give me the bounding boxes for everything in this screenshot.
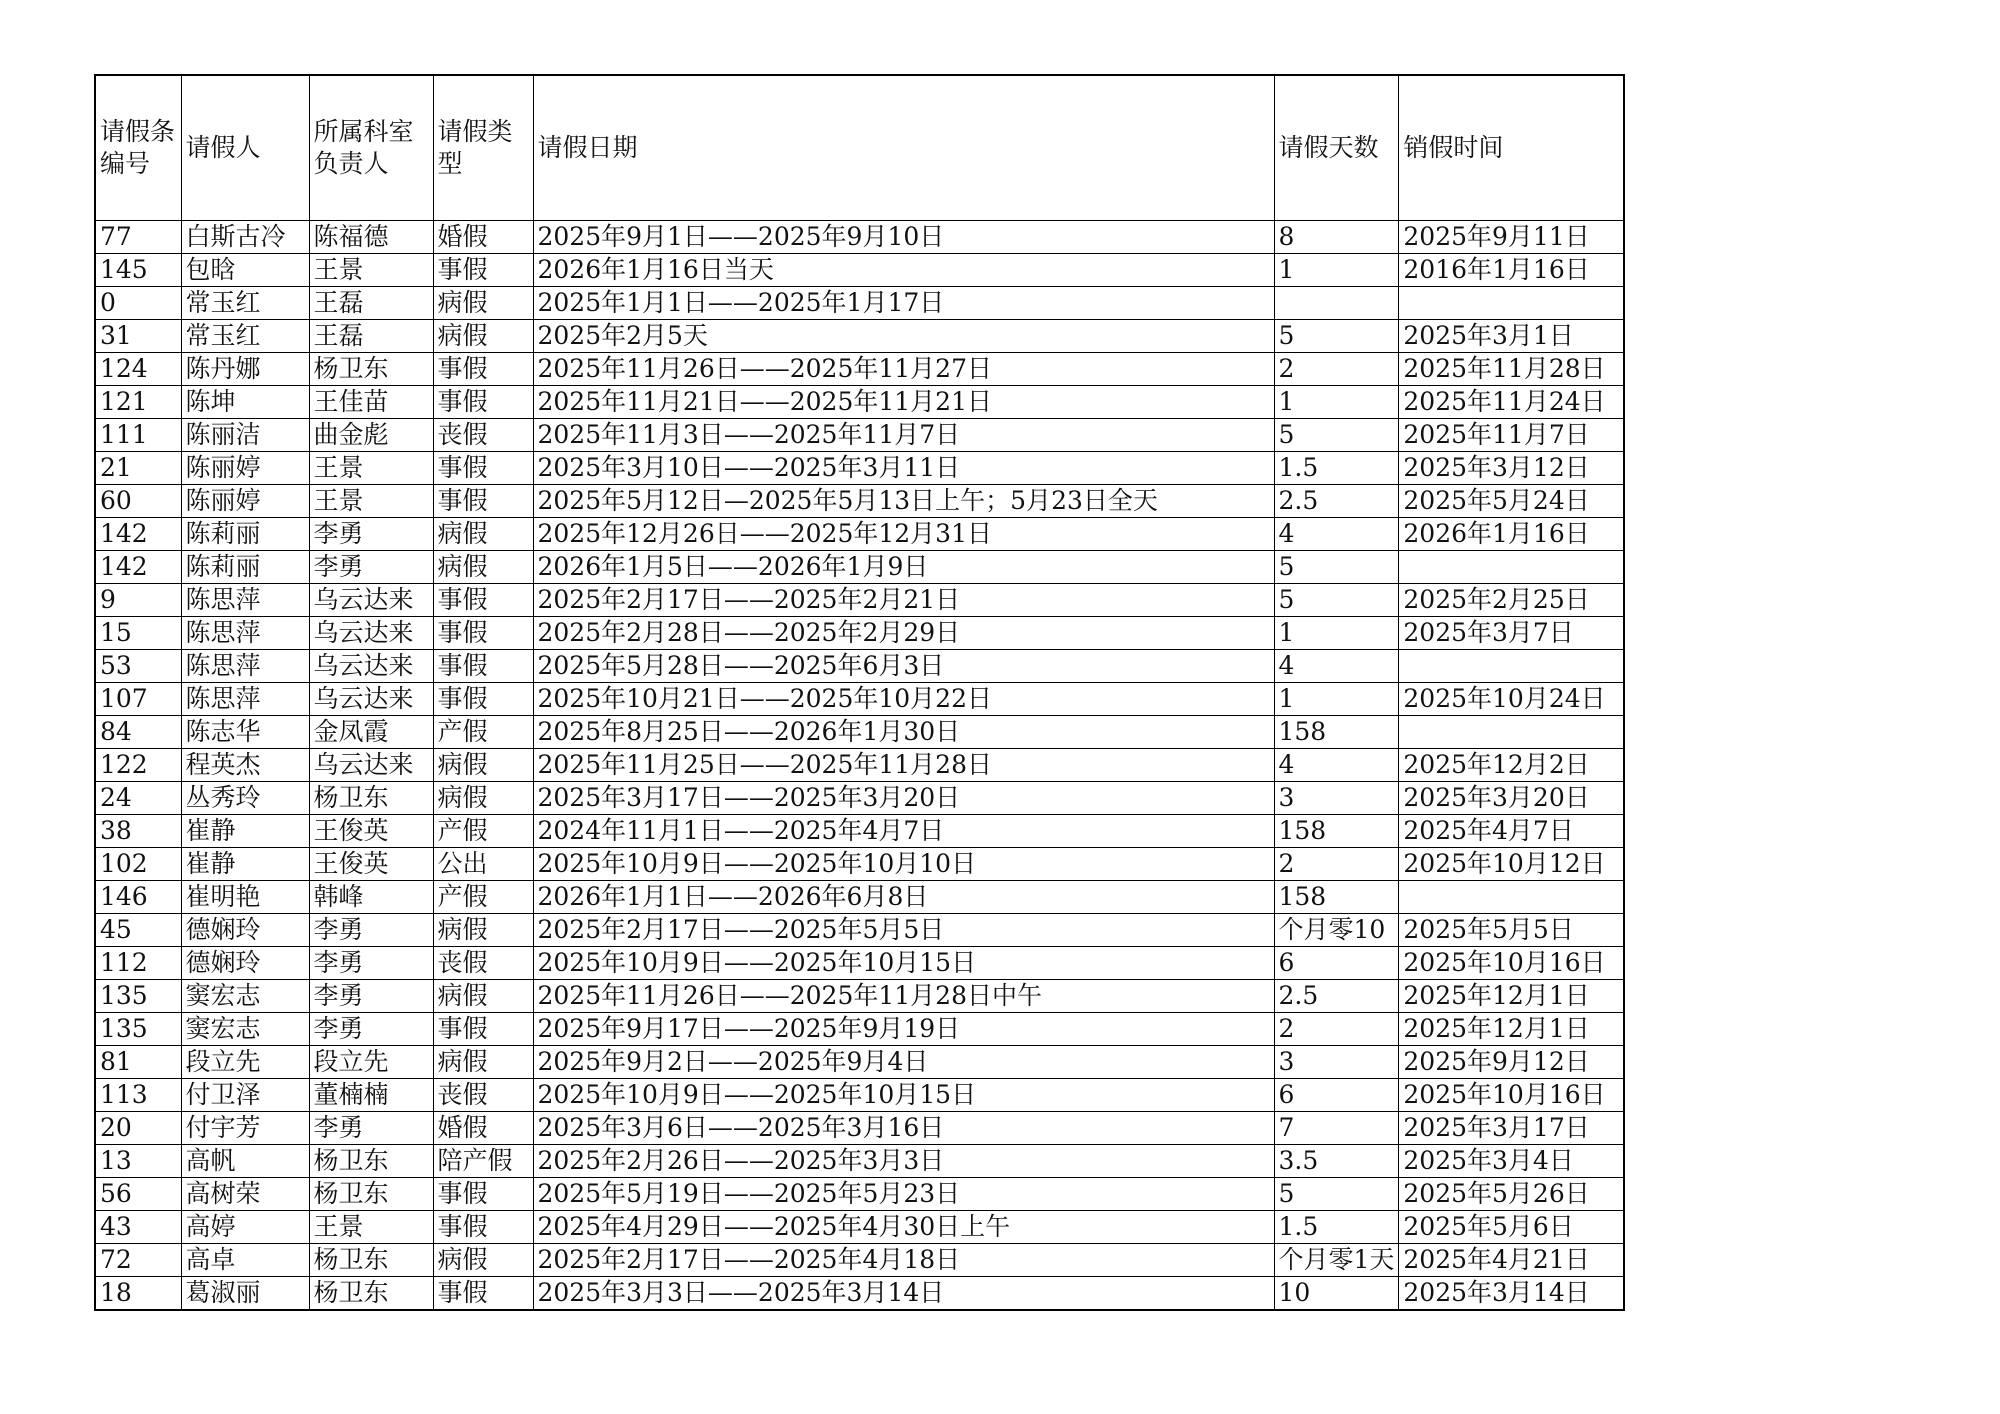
- cell-return-time: [1399, 287, 1624, 320]
- table-row: [95, 782, 1624, 815]
- cell-supervisor: 杨卫东: [309, 1178, 433, 1211]
- cell-supervisor: 王景: [309, 1211, 433, 1244]
- cell-leave-dates: 2025年5月12日—2025年5月13日上午；5月23日全天: [533, 485, 1274, 518]
- table-row: [95, 1277, 1624, 1311]
- cell-leave-id: 113: [95, 1079, 181, 1112]
- cell-applicant: 付卫泽: [181, 1079, 309, 1112]
- table-row: [95, 980, 1624, 1013]
- cell-supervisor: 杨卫东: [309, 782, 433, 815]
- cell-leave-days: 3: [1274, 1046, 1399, 1079]
- cell-supervisor: 杨卫东: [309, 1277, 433, 1311]
- cell-leave-days: 3.5: [1274, 1145, 1399, 1178]
- cell-leave-dates: 2026年1月1日——2026年6月8日: [533, 881, 1274, 914]
- cell-return-time: 2025年12月1日: [1399, 980, 1624, 1013]
- cell-return-time: 2025年10月16日: [1399, 947, 1624, 980]
- cell-leave-days: 个月零10: [1274, 914, 1399, 947]
- cell-leave-days: 5: [1274, 584, 1399, 617]
- cell-leave-dates: 2026年1月16日当天: [533, 254, 1274, 287]
- cell-leave-id: 135: [95, 1013, 181, 1046]
- table-row: [95, 815, 1624, 848]
- cell-leave-days: 1: [1274, 386, 1399, 419]
- cell-supervisor: 乌云达来: [309, 650, 433, 683]
- cell-return-time: [1399, 716, 1624, 749]
- cell-leave-days: 个月零1天: [1274, 1244, 1399, 1277]
- cell-leave-id: 18: [95, 1277, 181, 1311]
- cell-applicant: 高树荣: [181, 1178, 309, 1211]
- cell-applicant: 陈莉丽: [181, 518, 309, 551]
- cell-leave-days: 4: [1274, 650, 1399, 683]
- cell-leave-type: 病假: [433, 287, 533, 320]
- cell-leave-dates: 2025年5月28日——2025年6月3日: [533, 650, 1274, 683]
- cell-applicant: 白斯古冷: [181, 221, 309, 254]
- cell-return-time: 2025年10月16日: [1399, 1079, 1624, 1112]
- cell-leave-dates: 2025年1月1日——2025年1月17日: [533, 287, 1274, 320]
- cell-return-time: [1399, 551, 1624, 584]
- cell-leave-days: 3: [1274, 782, 1399, 815]
- cell-supervisor: 李勇: [309, 1112, 433, 1145]
- cell-leave-days: 6: [1274, 947, 1399, 980]
- cell-supervisor: 董楠楠: [309, 1079, 433, 1112]
- cell-leave-id: 135: [95, 980, 181, 1013]
- cell-return-time: 2025年10月24日: [1399, 683, 1624, 716]
- cell-leave-id: 72: [95, 1244, 181, 1277]
- cell-leave-type: 事假: [433, 1211, 533, 1244]
- cell-applicant: 包晗: [181, 254, 309, 287]
- cell-leave-days: 5: [1274, 320, 1399, 353]
- cell-leave-type: 事假: [433, 1013, 533, 1046]
- cell-leave-type: 事假: [433, 617, 533, 650]
- cell-supervisor: 王磊: [309, 287, 433, 320]
- cell-leave-dates: 2025年11月26日——2025年11月28日中午: [533, 980, 1274, 1013]
- table-row: [95, 1013, 1624, 1046]
- header-applicant: 请假人: [181, 75, 309, 221]
- cell-leave-days: 4: [1274, 518, 1399, 551]
- cell-leave-days: 158: [1274, 815, 1399, 848]
- cell-leave-id: 60: [95, 485, 181, 518]
- table-row: [95, 683, 1624, 716]
- cell-supervisor: 段立先: [309, 1046, 433, 1079]
- cell-return-time: 2025年2月25日: [1399, 584, 1624, 617]
- cell-applicant: 陈莉丽: [181, 551, 309, 584]
- cell-supervisor: 王磊: [309, 320, 433, 353]
- cell-leave-type: 病假: [433, 320, 533, 353]
- cell-return-time: 2025年9月11日: [1399, 221, 1624, 254]
- cell-applicant: 付宇芳: [181, 1112, 309, 1145]
- cell-leave-days: 2.5: [1274, 485, 1399, 518]
- cell-leave-dates: 2025年10月9日——2025年10月15日: [533, 1079, 1274, 1112]
- cell-leave-type: 公出: [433, 848, 533, 881]
- cell-leave-type: 病假: [433, 782, 533, 815]
- cell-supervisor: 韩峰: [309, 881, 433, 914]
- table-row: [95, 1046, 1624, 1079]
- cell-applicant: 窦宏志: [181, 1013, 309, 1046]
- cell-leave-type: 病假: [433, 749, 533, 782]
- cell-leave-days: [1274, 287, 1399, 320]
- cell-leave-type: 病假: [433, 518, 533, 551]
- table-body: [95, 221, 1624, 1311]
- cell-supervisor: 杨卫东: [309, 1145, 433, 1178]
- cell-supervisor: 王佳苗: [309, 386, 433, 419]
- table-row: [95, 1079, 1624, 1112]
- cell-supervisor: 陈福德: [309, 221, 433, 254]
- header-leave-id: 请假条编号: [95, 75, 181, 221]
- cell-leave-days: 5: [1274, 1178, 1399, 1211]
- cell-leave-days: 4: [1274, 749, 1399, 782]
- cell-leave-id: 111: [95, 419, 181, 452]
- cell-leave-days: 5: [1274, 551, 1399, 584]
- table-row: [95, 386, 1624, 419]
- cell-leave-id: 112: [95, 947, 181, 980]
- cell-supervisor: 杨卫东: [309, 353, 433, 386]
- cell-applicant: 陈思萍: [181, 650, 309, 683]
- cell-supervisor: 李勇: [309, 947, 433, 980]
- cell-leave-type: 婚假: [433, 1112, 533, 1145]
- cell-leave-dates: 2025年3月17日——2025年3月20日: [533, 782, 1274, 815]
- cell-leave-dates: 2025年8月25日——2026年1月30日: [533, 716, 1274, 749]
- cell-leave-id: 142: [95, 518, 181, 551]
- cell-return-time: 2025年12月1日: [1399, 1013, 1624, 1046]
- table-row: [95, 1244, 1624, 1277]
- cell-leave-id: 15: [95, 617, 181, 650]
- table-row: [95, 947, 1624, 980]
- cell-leave-days: 158: [1274, 881, 1399, 914]
- table-row: [95, 716, 1624, 749]
- cell-applicant: 德娴玲: [181, 947, 309, 980]
- cell-applicant: 陈丽洁: [181, 419, 309, 452]
- cell-return-time: 2025年5月6日: [1399, 1211, 1624, 1244]
- cell-leave-id: 145: [95, 254, 181, 287]
- cell-leave-id: 53: [95, 650, 181, 683]
- header-return-time: 销假时间: [1399, 75, 1624, 221]
- cell-leave-id: 122: [95, 749, 181, 782]
- cell-leave-days: 7: [1274, 1112, 1399, 1145]
- table-row: [95, 848, 1624, 881]
- cell-leave-dates: 2025年9月1日——2025年9月10日: [533, 221, 1274, 254]
- cell-leave-days: 1.5: [1274, 452, 1399, 485]
- cell-return-time: [1399, 650, 1624, 683]
- cell-leave-type: 事假: [433, 452, 533, 485]
- cell-applicant: 德娴玲: [181, 914, 309, 947]
- cell-leave-id: 9: [95, 584, 181, 617]
- cell-leave-id: 81: [95, 1046, 181, 1079]
- cell-return-time: 2025年3月7日: [1399, 617, 1624, 650]
- table-row: [95, 1112, 1624, 1145]
- cell-leave-type: 事假: [433, 683, 533, 716]
- cell-leave-id: 13: [95, 1145, 181, 1178]
- header-supervisor: 所属科室负责人: [309, 75, 433, 221]
- cell-leave-type: 事假: [433, 254, 533, 287]
- table-row: [95, 749, 1624, 782]
- cell-leave-id: 146: [95, 881, 181, 914]
- cell-leave-dates: 2025年3月3日——2025年3月14日: [533, 1277, 1274, 1311]
- cell-leave-days: 2.5: [1274, 980, 1399, 1013]
- cell-return-time: 2026年1月16日: [1399, 518, 1624, 551]
- cell-applicant: 陈丽婷: [181, 452, 309, 485]
- cell-leave-days: 158: [1274, 716, 1399, 749]
- cell-leave-id: 31: [95, 320, 181, 353]
- cell-leave-id: 56: [95, 1178, 181, 1211]
- cell-leave-id: 102: [95, 848, 181, 881]
- cell-leave-type: 病假: [433, 551, 533, 584]
- table-row: [95, 419, 1624, 452]
- table-row: [95, 287, 1624, 320]
- cell-leave-dates: 2025年9月17日——2025年9月19日: [533, 1013, 1274, 1046]
- cell-leave-dates: 2025年9月2日——2025年9月4日: [533, 1046, 1274, 1079]
- cell-return-time: 2016年1月16日: [1399, 254, 1624, 287]
- table-row: [95, 1178, 1624, 1211]
- table-row: [95, 584, 1624, 617]
- cell-supervisor: 王景: [309, 452, 433, 485]
- cell-supervisor: 王俊英: [309, 815, 433, 848]
- cell-leave-dates: 2025年2月17日——2025年2月21日: [533, 584, 1274, 617]
- header-leave-dates: 请假日期: [533, 75, 1274, 221]
- cell-applicant: 崔静: [181, 848, 309, 881]
- cell-leave-type: 婚假: [433, 221, 533, 254]
- cell-leave-id: 43: [95, 1211, 181, 1244]
- cell-applicant: 高卓: [181, 1244, 309, 1277]
- cell-supervisor: 乌云达来: [309, 749, 433, 782]
- cell-leave-dates: 2025年2月5天: [533, 320, 1274, 353]
- cell-leave-id: 77: [95, 221, 181, 254]
- table-row: [95, 1145, 1624, 1178]
- table-row: [95, 518, 1624, 551]
- cell-leave-type: 事假: [433, 386, 533, 419]
- cell-leave-dates: 2025年10月9日——2025年10月15日: [533, 947, 1274, 980]
- cell-leave-dates: 2025年2月28日——2025年2月29日: [533, 617, 1274, 650]
- cell-leave-type: 事假: [433, 584, 533, 617]
- cell-applicant: 常玉红: [181, 287, 309, 320]
- cell-applicant: 崔明艳: [181, 881, 309, 914]
- table-row: [95, 650, 1624, 683]
- cell-applicant: 高帆: [181, 1145, 309, 1178]
- cell-return-time: 2025年3月12日: [1399, 452, 1624, 485]
- table-row: [95, 617, 1624, 650]
- cell-applicant: 常玉红: [181, 320, 309, 353]
- cell-leave-type: 事假: [433, 1178, 533, 1211]
- table-row: [95, 551, 1624, 584]
- cell-supervisor: 李勇: [309, 914, 433, 947]
- cell-leave-days: 5: [1274, 419, 1399, 452]
- cell-leave-dates: 2024年11月1日——2025年4月7日: [533, 815, 1274, 848]
- leave-records-table: [94, 74, 1625, 1311]
- cell-return-time: 2025年11月28日: [1399, 353, 1624, 386]
- cell-leave-dates: 2025年5月19日——2025年5月23日: [533, 1178, 1274, 1211]
- cell-leave-type: 丧假: [433, 947, 533, 980]
- cell-leave-days: 10: [1274, 1277, 1399, 1311]
- table-row: [95, 914, 1624, 947]
- cell-leave-days: 1.5: [1274, 1211, 1399, 1244]
- cell-leave-id: 107: [95, 683, 181, 716]
- cell-leave-days: 1: [1274, 617, 1399, 650]
- cell-applicant: 陈思萍: [181, 617, 309, 650]
- cell-leave-id: 142: [95, 551, 181, 584]
- table-row: [95, 1211, 1624, 1244]
- cell-supervisor: 王俊英: [309, 848, 433, 881]
- cell-supervisor: 王景: [309, 254, 433, 287]
- cell-applicant: 窦宏志: [181, 980, 309, 1013]
- cell-leave-type: 病假: [433, 1046, 533, 1079]
- cell-applicant: 程英杰: [181, 749, 309, 782]
- cell-applicant: 葛淑丽: [181, 1277, 309, 1311]
- cell-supervisor: 乌云达来: [309, 617, 433, 650]
- cell-leave-type: 丧假: [433, 1079, 533, 1112]
- cell-supervisor: 乌云达来: [309, 584, 433, 617]
- cell-leave-type: 产假: [433, 815, 533, 848]
- cell-leave-dates: 2025年11月26日——2025年11月27日: [533, 353, 1274, 386]
- cell-leave-dates: 2025年2月26日——2025年3月3日: [533, 1145, 1274, 1178]
- cell-leave-id: 84: [95, 716, 181, 749]
- cell-leave-type: 产假: [433, 716, 533, 749]
- header-leave-days: 请假天数: [1274, 75, 1399, 221]
- cell-leave-dates: 2025年11月21日——2025年11月21日: [533, 386, 1274, 419]
- cell-applicant: 崔静: [181, 815, 309, 848]
- cell-return-time: 2025年11月24日: [1399, 386, 1624, 419]
- cell-leave-id: 20: [95, 1112, 181, 1145]
- cell-applicant: 陈志华: [181, 716, 309, 749]
- cell-leave-type: 事假: [433, 353, 533, 386]
- cell-applicant: 段立先: [181, 1046, 309, 1079]
- cell-applicant: 高婷: [181, 1211, 309, 1244]
- cell-return-time: 2025年3月17日: [1399, 1112, 1624, 1145]
- table-row: [95, 881, 1624, 914]
- cell-leave-id: 21: [95, 452, 181, 485]
- cell-return-time: 2025年5月5日: [1399, 914, 1624, 947]
- cell-supervisor: 杨卫东: [309, 1244, 433, 1277]
- cell-leave-id: 124: [95, 353, 181, 386]
- cell-leave-dates: 2025年3月6日——2025年3月16日: [533, 1112, 1274, 1145]
- cell-leave-dates: 2025年10月21日——2025年10月22日: [533, 683, 1274, 716]
- cell-supervisor: 李勇: [309, 980, 433, 1013]
- cell-applicant: 陈思萍: [181, 584, 309, 617]
- table-row: [95, 254, 1624, 287]
- cell-leave-type: 丧假: [433, 419, 533, 452]
- cell-leave-days: 1: [1274, 683, 1399, 716]
- cell-leave-days: 1: [1274, 254, 1399, 287]
- header-row: [95, 75, 1624, 221]
- cell-leave-days: 6: [1274, 1079, 1399, 1112]
- header-leave-type: 请假类型: [433, 75, 533, 221]
- cell-leave-days: 2: [1274, 1013, 1399, 1046]
- cell-applicant: 陈丽婷: [181, 485, 309, 518]
- cell-leave-dates: 2025年2月17日——2025年5月5日: [533, 914, 1274, 947]
- cell-leave-id: 24: [95, 782, 181, 815]
- cell-leave-dates: 2025年12月26日——2025年12月31日: [533, 518, 1274, 551]
- cell-return-time: 2025年9月12日: [1399, 1046, 1624, 1079]
- cell-return-time: 2025年4月7日: [1399, 815, 1624, 848]
- cell-leave-dates: 2025年2月17日——2025年4月18日: [533, 1244, 1274, 1277]
- cell-leave-dates: 2025年3月10日——2025年3月11日: [533, 452, 1274, 485]
- cell-leave-id: 45: [95, 914, 181, 947]
- cell-return-time: 2025年10月12日: [1399, 848, 1624, 881]
- cell-leave-type: 病假: [433, 914, 533, 947]
- cell-supervisor: 李勇: [309, 551, 433, 584]
- cell-leave-type: 事假: [433, 1277, 533, 1311]
- cell-leave-dates: 2025年11月25日——2025年11月28日: [533, 749, 1274, 782]
- cell-leave-dates: 2026年1月5日——2026年1月9日: [533, 551, 1274, 584]
- cell-applicant: 陈丹娜: [181, 353, 309, 386]
- cell-return-time: 2025年3月1日: [1399, 320, 1624, 353]
- cell-applicant: 陈坤: [181, 386, 309, 419]
- cell-leave-type: 事假: [433, 650, 533, 683]
- cell-return-time: 2025年5月26日: [1399, 1178, 1624, 1211]
- cell-leave-dates: 2025年10月9日——2025年10月10日: [533, 848, 1274, 881]
- cell-supervisor: 乌云达来: [309, 683, 433, 716]
- cell-leave-days: 2: [1274, 848, 1399, 881]
- cell-applicant: 丛秀玲: [181, 782, 309, 815]
- cell-return-time: 2025年3月20日: [1399, 782, 1624, 815]
- cell-leave-type: 产假: [433, 881, 533, 914]
- cell-return-time: [1399, 881, 1624, 914]
- cell-supervisor: 金凤霞: [309, 716, 433, 749]
- cell-supervisor: 王景: [309, 485, 433, 518]
- cell-return-time: 2025年3月4日: [1399, 1145, 1624, 1178]
- cell-leave-id: 121: [95, 386, 181, 419]
- cell-leave-id: 0: [95, 287, 181, 320]
- table-row: [95, 221, 1624, 254]
- cell-leave-type: 病假: [433, 980, 533, 1013]
- cell-leave-type: 病假: [433, 1244, 533, 1277]
- cell-return-time: 2025年5月24日: [1399, 485, 1624, 518]
- cell-leave-dates: 2025年11月3日——2025年11月7日: [533, 419, 1274, 452]
- cell-supervisor: 李勇: [309, 518, 433, 551]
- cell-leave-days: 8: [1274, 221, 1399, 254]
- cell-leave-dates: 2025年4月29日——2025年4月30日上午: [533, 1211, 1274, 1244]
- table-row: [95, 320, 1624, 353]
- table-row: [95, 353, 1624, 386]
- cell-return-time: 2025年4月21日: [1399, 1244, 1624, 1277]
- table-row: [95, 452, 1624, 485]
- cell-leave-type: 陪产假: [433, 1145, 533, 1178]
- cell-return-time: 2025年3月14日: [1399, 1277, 1624, 1311]
- table-row: [95, 485, 1624, 518]
- cell-applicant: 陈思萍: [181, 683, 309, 716]
- cell-return-time: 2025年12月2日: [1399, 749, 1624, 782]
- cell-return-time: 2025年11月7日: [1399, 419, 1624, 452]
- cell-leave-id: 38: [95, 815, 181, 848]
- cell-leave-type: 事假: [433, 485, 533, 518]
- cell-leave-days: 2: [1274, 353, 1399, 386]
- cell-supervisor: 曲金彪: [309, 419, 433, 452]
- cell-supervisor: 李勇: [309, 1013, 433, 1046]
